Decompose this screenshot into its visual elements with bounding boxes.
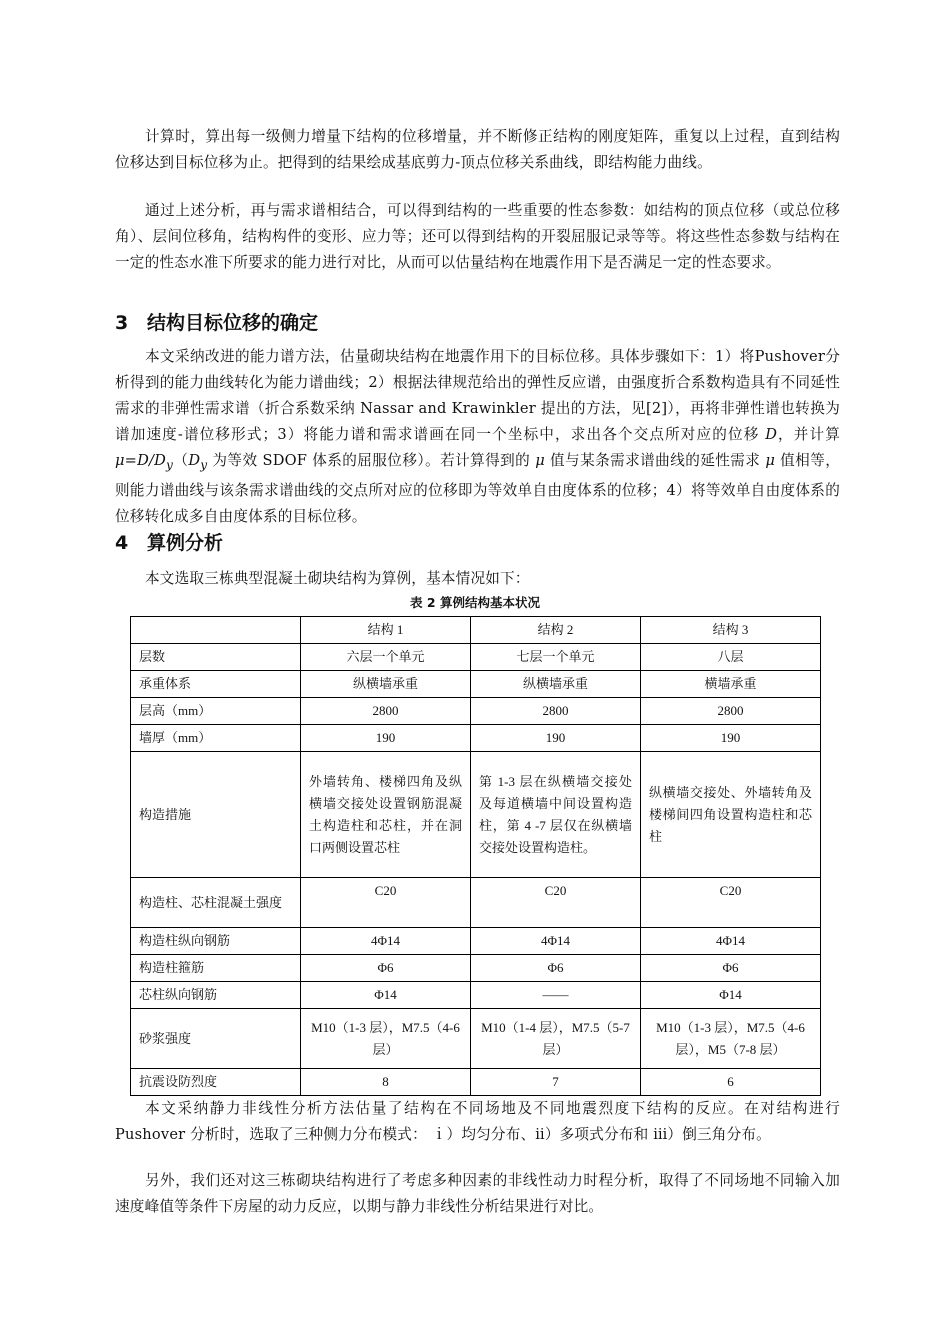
table-row-label: 层数 xyxy=(131,644,301,671)
section-number: 4 xyxy=(115,532,129,554)
table-cell: Φ6 xyxy=(471,955,641,982)
table-cell: 七层一个单元 xyxy=(471,644,641,671)
table-cell: 纵横墙交接处、外墙转角及楼梯间四角设置构造柱和芯柱 xyxy=(641,752,821,878)
table-cell: 190 xyxy=(301,725,471,752)
table-row xyxy=(131,725,821,752)
text-run: ，并计算 xyxy=(777,426,840,443)
paragraph-performance-params: 通过上述分析，再与需求谱相结合，可以得到结构的一些重要的性态参数：如结构的顶点位移（或总位移角）、层间位移角，结构构件的变形、应力等；还可以得到结构的开裂屈服记录等等。将这些性态参数与结构在一定的性态水准下所要求的能力进行对比，从而可以估量结构在地震作用下是否满足一定的性态要求。 xyxy=(115,202,840,271)
table-row-label: 层高（mm） xyxy=(131,698,301,725)
table-row-label: 承重体系 xyxy=(131,671,301,698)
table-cell: 4Φ14 xyxy=(641,928,821,955)
table-row-label: 砂浆强度 xyxy=(131,1009,301,1069)
table-row xyxy=(131,698,821,725)
table-row-label: 构造措施 xyxy=(131,752,301,878)
table-row xyxy=(131,928,821,955)
table-cell: 外墙转角、楼梯四角及纵横墙交接处设置钢筋混凝土构造柱和芯柱，并在洞口两侧设置芯柱 xyxy=(301,752,471,878)
table-cell: 8 xyxy=(301,1069,471,1096)
table-cell: 横墙承重 xyxy=(641,671,821,698)
subscript-y: y xyxy=(200,457,208,472)
symbol-D: D xyxy=(765,426,778,443)
text-run: 本文采纳改进的能力谱方法，估量砌块结构在地震作用下的目标位移。具体步骤如下：1）将Pushover分析得到的能力曲线转化为能力谱曲线；2）根据法律规范给出的弹性反应谱，由强度折合系数构造具有不同延性需求的非弹性需求谱（折合系数采纳 Nassar and Krawinkler 提出的方法，见[2]），再将非弹性谱也转换为谱加速度-谱位移形式；3）将能力谱和需求谱画在同一个坐标中，求出各个交点所对应的位移 xyxy=(115,348,840,443)
table-cell: 纵横墙承重 xyxy=(471,671,641,698)
table-cell: M10（1-3 层），M7.5（4-6 层） xyxy=(301,1009,471,1069)
section-heading-3 xyxy=(115,310,318,336)
table-row-label: 墙厚（mm） xyxy=(131,725,301,752)
table-row xyxy=(131,644,821,671)
table-cell: —— xyxy=(471,982,641,1009)
text-run: 为等效 SDOF 体系的屈服位移）。若计算得到的 xyxy=(207,452,536,469)
table-caption: 表 2 算例结构基本状况 xyxy=(410,595,540,610)
table-cell: 2800 xyxy=(471,698,641,725)
table-cell: 八层 xyxy=(641,644,821,671)
table-cell: Φ14 xyxy=(301,982,471,1009)
table-header-cell xyxy=(131,617,301,644)
section-heading-4 xyxy=(115,530,223,556)
table-cell: 第 1-3 层在纵横墙交接处及每道横墙中间设置构造柱，第 4 -7 层仅在纵横墙交接处设置构造柱。 xyxy=(471,752,641,878)
symbol-mu-equation: μ=D/D xyxy=(115,452,167,469)
section-title: 算例分析 xyxy=(147,532,224,554)
table-cell: 纵横墙承重 xyxy=(301,671,471,698)
subscript-y: y xyxy=(166,457,174,472)
table-cell: 4Φ14 xyxy=(471,928,641,955)
table-row xyxy=(131,671,821,698)
table-cell: 190 xyxy=(641,725,821,752)
table-cell: M10（1-4 层），M7.5（5-7 层） xyxy=(471,1009,641,1069)
table-row xyxy=(131,752,821,878)
paragraph-example-intro: 本文选取三栋典型混凝土砌块结构为算例，基本情况如下： xyxy=(145,570,530,587)
table-cell: Φ6 xyxy=(641,955,821,982)
table-row xyxy=(131,1009,821,1069)
table-cell: C20 xyxy=(641,878,821,928)
table-row xyxy=(131,955,821,982)
structure-table xyxy=(130,616,821,1096)
text-run: 值相等，则能力谱曲线与该条需求谱曲线的交点所对应的位移即为等效单自由度体系的位移；4）将等效单自由度体系的位移转化成多自由度体系的目标位移。 xyxy=(115,452,841,525)
table-row-label: 构造柱、芯柱混凝土强度 xyxy=(131,878,301,928)
table-cell: C20 xyxy=(301,878,471,928)
table-row-label: 构造柱箍筋 xyxy=(131,955,301,982)
text-run: （ xyxy=(173,452,189,469)
table-header-cell: 结构 1 xyxy=(301,617,471,644)
text-run: 值与某条需求谱曲线的延性需求 xyxy=(544,452,766,469)
table-cell: M10（1-3 层），M7.5（4-6 层），M5（7-8 层） xyxy=(641,1009,821,1069)
table-cell: 六层一个单元 xyxy=(301,644,471,671)
table-row xyxy=(131,1069,821,1096)
table-header-cell: 结构 2 xyxy=(471,617,641,644)
table-cell: 4Φ14 xyxy=(301,928,471,955)
symbol-D: D xyxy=(188,452,201,469)
table-cell: C20 xyxy=(471,878,641,928)
paragraph-dynamic-analysis: 另外，我们还对这三栋砌块结构进行了考虑多种因素的非线性动力时程分析，取得了不同场地不同输入加速度峰值等条件下房屋的动力反应，以期与静力非线性分析结果进行对比。 xyxy=(115,1172,840,1215)
table-cell: 7 xyxy=(471,1069,641,1096)
section-title: 结构目标位移的确定 xyxy=(147,312,319,334)
table-row-label: 抗震设防烈度 xyxy=(131,1069,301,1096)
table-row-label: 构造柱纵向钢筋 xyxy=(131,928,301,955)
table-row-label: 芯柱纵向钢筋 xyxy=(131,982,301,1009)
symbol-mu: μ xyxy=(535,452,545,469)
table-cell: Φ6 xyxy=(301,955,471,982)
table-cell: 2800 xyxy=(301,698,471,725)
section-number: 3 xyxy=(115,312,129,334)
paragraph-capacity-curve: 计算时，算出每一级侧力增量下结构的位移增量，并不断修正结构的刚度矩阵，重复以上过程，直到结构位移达到目标位移为止。把得到的结果绘成基底剪力-顶点位移关系曲线，即结构能力曲线。 xyxy=(115,128,840,171)
table-row xyxy=(131,878,821,928)
table-header-cell: 结构 3 xyxy=(641,617,821,644)
table-row xyxy=(131,982,821,1009)
paragraph-capacity-spectrum-method xyxy=(115,344,840,530)
paragraph-static-analysis: 本文采纳静力非线性分析方法估量了结构在不同场地及不同地震烈度下结构的反应。在对结构进行 Pushover 分析时，选取了三种侧力分布模式： ｉ）均匀分布、ⅱ）多项式分布和 ⅲ）倒三角分布。 xyxy=(115,1100,840,1143)
table-cell: 2800 xyxy=(641,698,821,725)
table-header-row xyxy=(131,617,821,644)
table-cell: Φ14 xyxy=(641,982,821,1009)
symbol-mu: μ xyxy=(765,452,776,469)
table-cell: 190 xyxy=(471,725,641,752)
table-cell: 6 xyxy=(641,1069,821,1096)
